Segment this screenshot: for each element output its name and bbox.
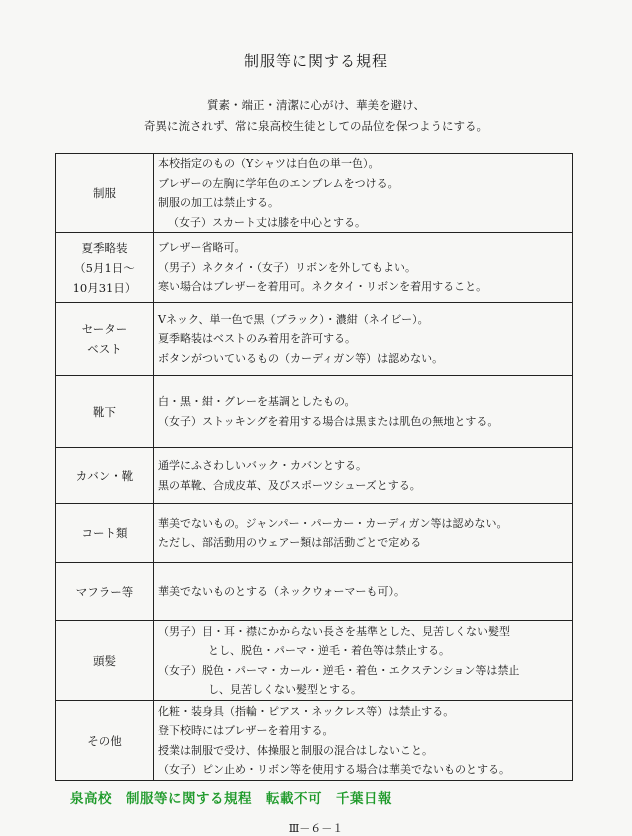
category-label: 制服: [93, 186, 116, 200]
rule-cell: [154, 154, 573, 233]
rule-line: Vネック、単一色で黒（ブラック）・濃紺（ネイビー）。: [158, 312, 429, 326]
table-row: [56, 504, 573, 563]
rule-line: 夏季略装はベストのみ着用を許可する。: [158, 332, 356, 346]
category-label: コート類: [81, 526, 128, 540]
table-row: [56, 701, 573, 781]
rule-line: 華美でないものとする（ネックウォーマーも可）。: [158, 584, 406, 598]
rule-line: 制服の加工は禁止する。: [158, 196, 279, 209]
document-title: 制服等に関する規程: [243, 52, 388, 70]
intro-paragraph: [0, 95, 632, 137]
table-row: [56, 154, 573, 233]
rule-line: 通学にふさわしいバック・カバンとする。: [158, 459, 367, 472]
category-label: マフラー等: [75, 584, 134, 599]
category-label: 靴下: [93, 404, 116, 419]
table-row: [56, 448, 573, 504]
rule-cell: [154, 504, 573, 563]
watermark-note: 泉高校 制服等に関する規程 転載不可 千葉日報: [70, 791, 392, 807]
category-label: 夏季略装: [81, 240, 128, 255]
category-label: 頭髪: [93, 653, 116, 668]
rule-line: （女子）脱色・パーマ・カール・逆毛・着色・エクステンション等は禁止: [158, 663, 520, 677]
rules-table: [55, 153, 573, 781]
rule-cell: [154, 303, 573, 376]
rule-line: 授業は制服で受け、体操服と制服の混合はしないこと。: [158, 743, 433, 757]
rule-line: ブレザーの左胸に学年色のエンブレムをつける。: [158, 176, 399, 190]
category-cell: [56, 376, 154, 448]
category-cell: [56, 448, 154, 504]
category-label: ベスト: [87, 342, 122, 356]
rule-cell: [154, 563, 573, 621]
rule-line: し、見苦しくない髪型とする。: [208, 683, 362, 696]
rule-line: 黒の革靴、合成皮革、及びスポーツシューズとする。: [158, 478, 421, 492]
intro-line: 質素・端正・清潔に心がけ、華美を避け、: [206, 98, 426, 112]
rule-line: （女子）ピン止め・リボン等を使用する場合は華美でないものとする。: [158, 763, 510, 776]
table-row: [56, 303, 573, 376]
rule-line: とし、脱色・パーマ・逆毛・着色等は禁止する。: [208, 644, 450, 657]
rule-cell: [154, 621, 573, 701]
category-cell: [56, 154, 154, 233]
rule-line: 白・黒・紺・グレーを基調としたもの。: [158, 395, 356, 408]
table-row: [56, 563, 573, 621]
category-label: セーター: [81, 322, 128, 336]
rule-line: 本校指定のもの（Yシャツは白色の単一色）。: [158, 157, 380, 170]
category-label: カバン・靴: [75, 468, 134, 483]
intro-line: 奇異に流されず、常に泉高校生徒としての品位を保つようにする。: [143, 119, 489, 133]
rule-line: （男子）目・耳・襟にかからない長さを基準とした、見苦しくない髪型: [158, 624, 510, 638]
rule-cell: [154, 233, 573, 303]
rule-line: 登下校時にはブレザーを着用する。: [158, 724, 334, 737]
category-label: （5月1日～: [74, 260, 135, 275]
rule-line: 華美でないもの。ジャンパー・パーカー・カーディガン等は認めない。: [158, 516, 508, 530]
category-cell: [56, 233, 154, 303]
rule-line: 化粧・装身具（指輪・ピアス・ネックレス等）は禁止する。: [158, 704, 455, 718]
table-row: [56, 376, 573, 448]
rule-line: （女子）ストッキングを着用する場合は黒または肌色の無地とする。: [158, 414, 499, 428]
rule-line: 寒い場合はブレザーを着用可。ネクタイ・リボンを着用すること。: [158, 280, 488, 294]
category-cell: [56, 563, 154, 621]
page-number: Ⅲ－６－１: [288, 822, 344, 835]
rule-line: ブレザー省略可。: [158, 241, 246, 255]
category-cell: [56, 504, 154, 563]
rule-line: （男子）ネクタイ・（女子）リボンを外してもよい。: [158, 260, 417, 274]
rule-cell: [154, 448, 573, 504]
rule-line: （女子）スカート丈は膝を中心とする。: [168, 215, 366, 229]
rule-line: ただし、部活動用のウェアー類は部活動ごとで定める: [158, 536, 422, 549]
category-cell: [56, 701, 154, 781]
table-row: [56, 621, 573, 701]
category-label: その他: [87, 733, 122, 748]
rule-cell: [154, 701, 573, 781]
rule-cell: [154, 376, 573, 448]
category-label: 10月31日）: [72, 280, 137, 295]
table-row: [56, 233, 573, 303]
category-cell: [56, 621, 154, 701]
rule-line: ボタンがついているもの（カーディガン等）は認めない。: [158, 351, 444, 365]
category-cell: [56, 303, 154, 376]
